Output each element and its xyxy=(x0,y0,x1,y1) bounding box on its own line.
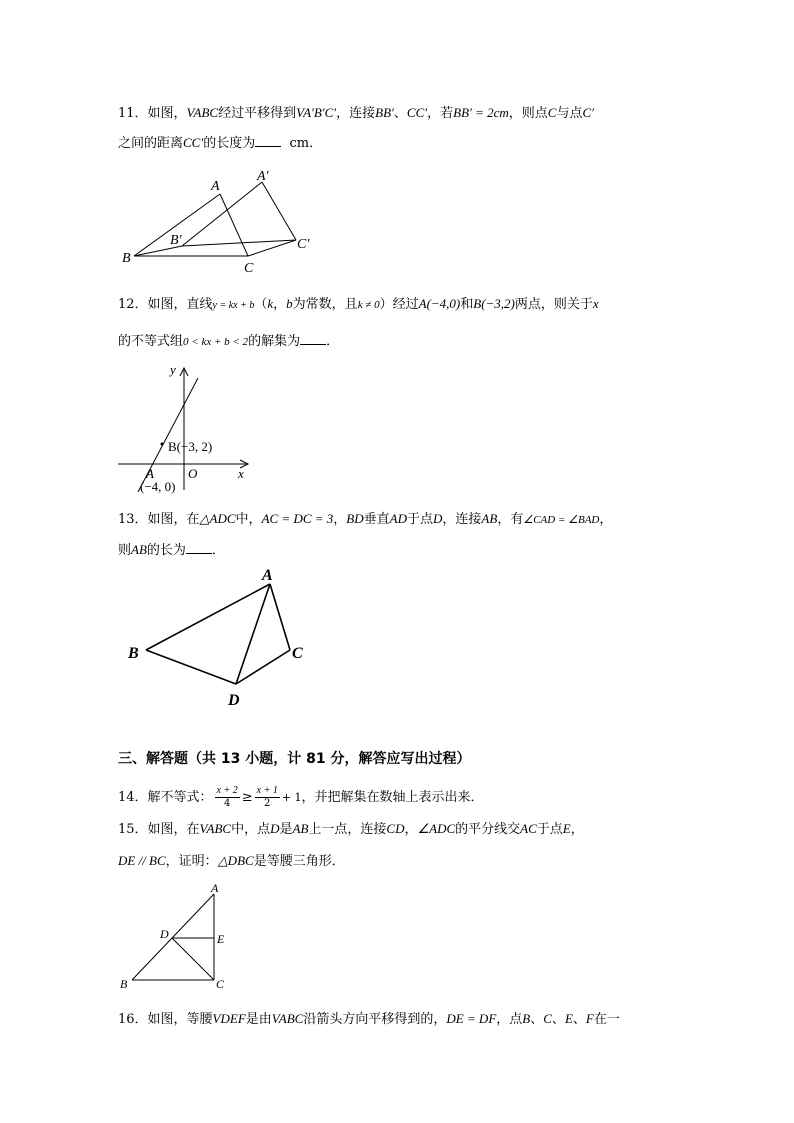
q15-text: AC xyxy=(520,821,537,836)
q13-text: ∠CAD = ∠BAD xyxy=(523,514,600,526)
q11-text: CC′ xyxy=(406,105,428,120)
q12-line2 xyxy=(118,332,339,351)
q11-text: ，连接 xyxy=(336,106,376,121)
label-A: A xyxy=(146,466,154,481)
q13-text: ． xyxy=(211,543,225,558)
q13-text: 则 xyxy=(118,543,132,558)
q13-text: AD xyxy=(389,511,407,526)
q11-line1 xyxy=(118,104,594,123)
q14-text: + 1 xyxy=(281,791,302,804)
q16-text: 沿箭头方向平移得到的， xyxy=(303,1012,447,1027)
label-B: B(−3, 2) xyxy=(168,439,213,454)
label-D: D xyxy=(228,692,240,709)
q13-text: 中， xyxy=(235,512,262,527)
q15-text: ， xyxy=(404,822,418,837)
q11-text: BB′ xyxy=(375,105,394,120)
q11-text: C xyxy=(547,105,557,120)
q12-text: 的解集为 xyxy=(248,334,301,349)
q13-text: D xyxy=(433,511,443,526)
q11-text: ，若 xyxy=(427,106,454,121)
y-axis-label: y xyxy=(170,362,176,377)
q12-text: （ xyxy=(254,297,268,312)
q13-text: AB xyxy=(481,511,498,526)
q12-text: k xyxy=(267,296,274,311)
q15-text: 中，点 xyxy=(231,822,271,837)
q11-text: ． xyxy=(309,136,323,151)
label-A: A xyxy=(211,179,220,194)
answer-blank[interactable] xyxy=(186,541,212,554)
fraction-1 xyxy=(215,785,240,810)
q12-text: B(−3,2) xyxy=(473,296,515,311)
label-A-prime: A′ xyxy=(257,169,269,184)
q13-line1 xyxy=(118,510,612,529)
q12-text: y = kx + b xyxy=(212,300,255,311)
fraction-numerator: x + 1 xyxy=(256,785,278,796)
q15-text: ， xyxy=(570,822,584,837)
q13-text: ，有 xyxy=(497,512,524,527)
label-A: A xyxy=(262,567,273,584)
q11-text: C′ xyxy=(582,105,594,120)
label-B-prime: B′ xyxy=(170,233,182,248)
fraction-2 xyxy=(255,785,280,810)
label-C-prime: C′ xyxy=(297,237,310,252)
q11-text: VABC xyxy=(186,105,219,120)
q13-text: ，连接 xyxy=(442,512,482,527)
answer-blank[interactable] xyxy=(255,134,281,147)
q13-text: △ADC xyxy=(199,511,236,526)
section-heading: 三、解答题（共 13 小题，计 81 分，解答应写出过程） xyxy=(118,751,471,767)
q13-text: ， xyxy=(333,512,347,527)
q11-text: 、 xyxy=(393,106,407,121)
q16-text: DE = DF xyxy=(446,1011,497,1026)
point-B xyxy=(161,443,164,446)
q15-figure xyxy=(112,880,242,995)
q15-text: 是 xyxy=(279,822,293,837)
q16-text: E xyxy=(564,1011,573,1026)
q16-text: ，点 xyxy=(496,1012,523,1027)
q16-text: B xyxy=(522,1011,531,1026)
q12-text: ． xyxy=(326,334,340,349)
q11-figure xyxy=(110,160,330,278)
q13-text: ， xyxy=(599,512,613,527)
q16-text: C xyxy=(543,1011,552,1026)
q13-text: AC = DC = 3 xyxy=(261,511,334,526)
q12-text: x xyxy=(592,296,599,311)
q11-text: cm xyxy=(289,136,310,151)
q12-text: ）经过 xyxy=(379,297,419,312)
q14-number: 14．解不等式： xyxy=(118,790,213,805)
q12-text: 两点，则关于 xyxy=(514,297,593,312)
q16-number: 16．如图，等腰 xyxy=(118,1012,213,1027)
q11-line2 xyxy=(118,134,322,153)
label-C: C xyxy=(244,261,254,276)
q11-text: CC′ xyxy=(183,135,204,150)
origin-label: O xyxy=(188,466,198,481)
q14-text: ，并把解集在数轴上表示出来． xyxy=(301,790,484,805)
q13-text: 垂直 xyxy=(363,512,390,527)
fraction-numerator: x + 2 xyxy=(216,785,238,796)
answer-blank[interactable] xyxy=(300,332,326,345)
q16-text: 、 xyxy=(572,1012,586,1027)
q12-text: 为常数，且 xyxy=(292,297,358,312)
q13-line2 xyxy=(118,541,225,560)
q12-text: b xyxy=(286,296,293,311)
label-D: D xyxy=(160,927,169,941)
q16-text: 、 xyxy=(551,1012,565,1027)
label-E: E xyxy=(217,932,225,946)
q15-line1 xyxy=(118,820,584,839)
q15-text: VABC xyxy=(199,821,232,836)
q14-text: ≥ xyxy=(241,790,253,805)
q15-text: 上一点，连接 xyxy=(308,822,387,837)
label-B: B xyxy=(120,977,128,991)
q15-line2 xyxy=(118,852,345,871)
q12-text: 0 < kx + b < 2 xyxy=(183,336,249,348)
q15-text: ∠ADC xyxy=(417,821,456,836)
fraction-denominator: 2 xyxy=(264,798,271,809)
q16-text: 是由 xyxy=(245,1012,272,1027)
q12-text: ， xyxy=(273,297,287,312)
q13-text: 于点 xyxy=(407,512,434,527)
q11-number: 11．如图， xyxy=(118,106,187,121)
fraction-denominator: 4 xyxy=(223,798,231,809)
q12-text: k ≠ 0 xyxy=(357,299,380,311)
q11-text: 之间的距离 xyxy=(118,136,184,151)
x-axis-label: x xyxy=(238,466,244,481)
q15-text: E xyxy=(562,821,571,836)
q16-text: 在一 xyxy=(593,1012,620,1027)
q12-number: 12．如图，直线 xyxy=(118,297,213,312)
q15-text: 的平分线交 xyxy=(455,822,521,837)
q11-text: 经过平移得到 xyxy=(218,106,297,121)
label-A-coord: (−4, 0) xyxy=(140,479,176,494)
q13-text: AB xyxy=(131,542,147,557)
q11-text: 与点 xyxy=(556,106,583,121)
label-C: C xyxy=(216,977,225,991)
q13-text: 的长为 xyxy=(146,543,186,558)
q14-line xyxy=(118,785,484,810)
q11-text: BB′ = 2cm xyxy=(453,105,509,120)
label-C: C xyxy=(292,645,303,662)
q11-text: VA′B′C′ xyxy=(296,105,337,120)
q11-text: ，则点 xyxy=(508,106,548,121)
q13-figure xyxy=(120,560,320,710)
q12-text: 的不等式组 xyxy=(118,334,184,349)
q15-text: △DBC xyxy=(217,853,254,868)
q15-number: 15．如图，在 xyxy=(118,822,200,837)
label-B: B xyxy=(128,645,139,662)
label-B: B xyxy=(122,251,131,266)
q15-text: ，证明： xyxy=(165,854,218,869)
q15-text: AB xyxy=(292,821,309,836)
q15-text: D xyxy=(270,821,280,836)
q15-text: 于点 xyxy=(536,822,563,837)
q11-text: 的长度为 xyxy=(203,136,256,151)
q15-text: DE // BC xyxy=(118,853,166,868)
q12-line1 xyxy=(118,295,599,315)
label-A: A xyxy=(211,881,219,895)
q16-text: F xyxy=(585,1011,594,1026)
q13-number: 13．如图，在 xyxy=(118,512,200,527)
q13-text: BD xyxy=(346,511,364,526)
q16-line1 xyxy=(118,1010,620,1029)
q12-text: A(−4,0) xyxy=(418,296,461,311)
q12-figure xyxy=(112,360,262,500)
q15-text: 是等腰三角形． xyxy=(253,854,345,869)
q16-text: VDEF xyxy=(212,1011,246,1026)
q12-text: 和 xyxy=(460,297,474,312)
q16-text: VABC xyxy=(271,1011,304,1026)
q16-text: 、 xyxy=(530,1012,544,1027)
q15-text: CD xyxy=(386,821,405,836)
